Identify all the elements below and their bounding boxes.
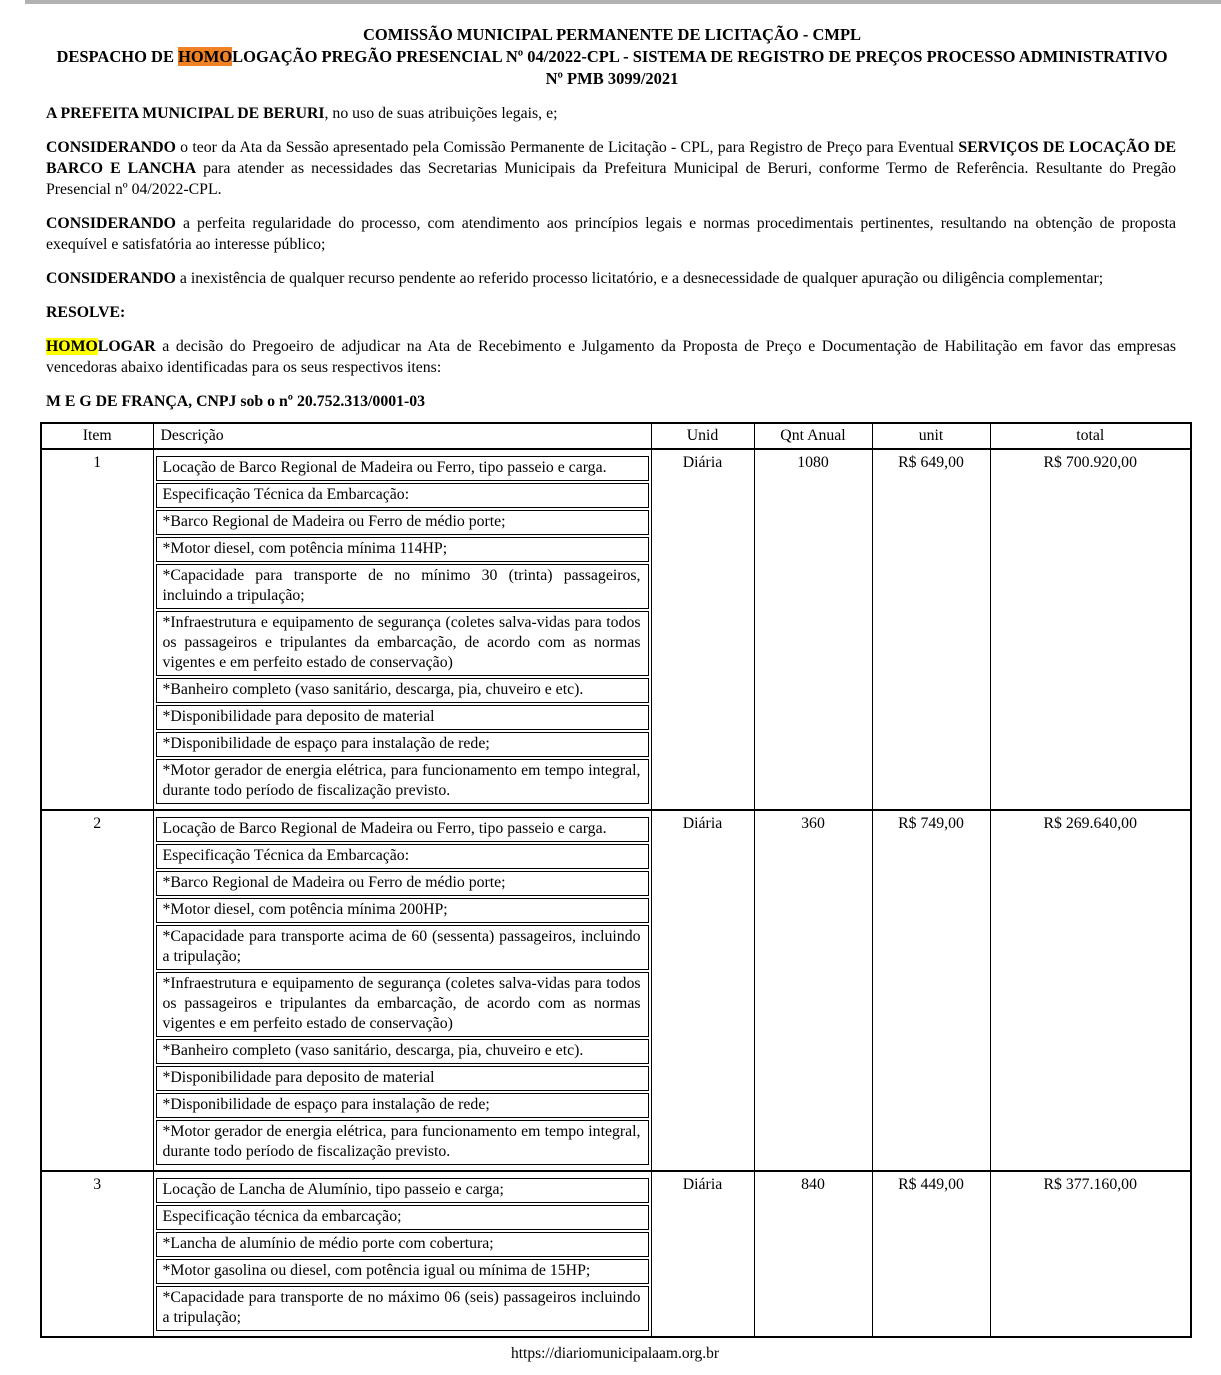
column-header: Qnt Anual: [754, 423, 872, 449]
unit-cell: Diária: [651, 1171, 754, 1337]
text-run: LOGAÇÃO PREGÃO PRESENCIAL Nº 04/2022-CPL - SISTEMA DE REGISTRO DE PREÇOS PROCESSO ADMINISTRATIVO Nº PMB 3099/2021: [232, 47, 1168, 88]
description-line: *Disponibilidade de espaço para instalação de rede;: [156, 732, 649, 757]
paragraph: [46, 336, 1176, 378]
description-cell: [153, 449, 651, 810]
document-body: [40, 103, 1190, 412]
description-line: Locação de Barco Regional de Madeira ou Ferro, tipo passeio e carga.: [156, 456, 649, 481]
table-row: [41, 1171, 1191, 1337]
column-header: Unid: [651, 423, 754, 449]
description-line: *Capacidade para transporte de no mínimo 30 (trinta) passageiros, incluindo a tripulação;: [156, 564, 649, 609]
unit-cell: Diária: [651, 810, 754, 1171]
paragraph: [46, 137, 1176, 200]
table-row: [41, 810, 1191, 1171]
items-table: [40, 422, 1192, 1338]
description-cell: [153, 1171, 651, 1337]
text-run: A PREFEITA MUNICIPAL DE BERURI: [46, 105, 325, 122]
annual-qty-cell: 360: [754, 810, 872, 1171]
column-header: Item: [41, 423, 153, 449]
description-line: *Motor diesel, com potência mínima 114HP;: [156, 537, 649, 562]
description-line: *Motor gerador de energia elétrica, para funcionamento em tempo integral, durante todo período de fiscalização previsto.: [156, 1120, 649, 1165]
unit-cell: Diária: [651, 449, 754, 810]
description-line: *Motor gasolina ou diesel, com potência igual ou mínima de 15HP;: [156, 1259, 649, 1284]
description-line: *Capacidade para transporte acima de 60 (sessenta) passageiros, incluindo a tripulação;: [156, 925, 649, 970]
paragraph: [46, 302, 1176, 323]
description-line: *Disponibilidade para deposito de material: [156, 705, 649, 730]
column-header: Descrição: [153, 423, 651, 449]
description-line: *Banheiro completo (vaso sanitário, descarga, pia, chuveiro e etc).: [156, 678, 649, 703]
text-run: SERVIÇOS DE LOCAÇÃO DE BARCO E LANCHA: [46, 139, 1176, 177]
description-line: Especificação técnica da embarcação;: [156, 1205, 649, 1230]
description-line: *Barco Regional de Madeira ou Ferro de médio porte;: [156, 510, 649, 535]
text-run: M E G DE FRANÇA, CNPJ sob o nº 20.752.313/0001-03: [46, 393, 426, 410]
text-run: DESPACHO DE: [56, 47, 179, 66]
description-line: *Infraestrutura e equipamento de segurança (coletes salva-vidas para todos os passageiros e tripulantes da embarcação, de acordo com as normas vigentes e em perfeito estado de conservação): [156, 972, 649, 1037]
text-run: CONSIDERANDO: [46, 215, 176, 232]
paragraph: [46, 268, 1176, 289]
unit-price-cell: R$ 749,00: [872, 810, 990, 1171]
text-run: a inexistência de qualquer recurso pendente ao referido processo licitatório, e a desnecessidade de qualquer apuração ou diligência complementar;: [175, 270, 1104, 287]
document-title-line: [46, 46, 1178, 90]
column-header: total: [990, 423, 1191, 449]
unit-price-cell: R$ 449,00: [872, 1171, 990, 1337]
text-run: RESOLVE:: [46, 304, 126, 321]
description-line: *Infraestrutura e equipamento de segurança (coletes salva-vidas para todos os passageiros e tripulantes da embarcação, de acordo com as normas vigentes e em perfeito estado de conservação): [156, 611, 649, 676]
description-line: *Barco Regional de Madeira ou Ferro de médio porte;: [156, 871, 649, 896]
description-line: Especificação Técnica da Embarcação:: [156, 844, 649, 869]
paragraph: [46, 103, 1176, 124]
item-number-cell: 1: [41, 449, 153, 810]
description-line: *Capacidade para transporte de no máximo 06 (seis) passageiros incluindo a tripulação;: [156, 1286, 649, 1331]
description-cell: [153, 810, 651, 1171]
item-number-cell: 3: [41, 1171, 153, 1337]
column-header: unit: [872, 423, 990, 449]
total-price-cell: R$ 377.160,00: [990, 1171, 1191, 1337]
text-run: COMISSÃO MUNICIPAL PERMANENTE DE LICITAÇÃO - CMPL: [362, 25, 862, 44]
text-run: a decisão do Pregoeiro de adjudicar na Ata de Recebimento e Julgamento da Proposta de Preço e Documentação de Habilitação em favor das empresas vencedoras abaixo identificadas para os seus respectivos itens:: [46, 338, 1176, 376]
footer-url[interactable]: https://diariomunicipalaam.org.br: [510, 1345, 720, 1362]
description-line: *Motor gerador de energia elétrica, para funcionamento em tempo integral, durante todo período de fiscalização previsto.: [156, 759, 649, 804]
text-run: CONSIDERANDO: [46, 139, 176, 156]
highlighted-text-orange: HOMO: [178, 47, 233, 66]
paragraph: [46, 213, 1176, 255]
description-line: *Lancha de alumínio de médio porte com cobertura;: [156, 1232, 649, 1257]
text-run: , no uso de suas atribuições legais, e;: [324, 105, 558, 122]
text-run: LOGAR: [97, 338, 156, 355]
item-number-cell: 2: [41, 810, 153, 1171]
unit-price-cell: R$ 649,00: [872, 449, 990, 810]
text-run: o teor da Ata da Sessão apresentado pela Comissão Permanente de Licitação - CPL, para Registro de Preço para Eventual: [175, 139, 959, 156]
description-line: Especificação Técnica da Embarcação:: [156, 483, 649, 508]
description-line: *Banheiro completo (vaso sanitário, descarga, pia, chuveiro e etc).: [156, 1039, 649, 1064]
text-run: CONSIDERANDO: [46, 270, 176, 287]
description-line: *Disponibilidade para deposito de material: [156, 1066, 649, 1091]
table-header-row: [41, 423, 1191, 449]
text-run: a perfeita regularidade do processo, com atendimento aos princípios legais e normas procedimentais pertinentes, resultando na obtenção de proposta exequível e satisfatória ao interesse público;: [46, 215, 1176, 253]
annual-qty-cell: 1080: [754, 449, 872, 810]
highlighted-text-yellow: HOMO: [46, 338, 98, 355]
page-top-divider: [25, 0, 1221, 4]
text-run: para atender as necessidades das Secretarias Municipais da Prefeitura Municipal de Beruri, conforme Termo de Referência. Resultante do Pregão Presencial nº 04/2022-CPL.: [46, 160, 1176, 198]
description-line: Locação de Barco Regional de Madeira ou Ferro, tipo passeio e carga.: [156, 817, 649, 842]
footer: [40, 1345, 1190, 1363]
annual-qty-cell: 840: [754, 1171, 872, 1337]
description-line: *Motor diesel, com potência mínima 200HP;: [156, 898, 649, 923]
table-row: [41, 449, 1191, 810]
document-title-line: [46, 24, 1178, 46]
total-price-cell: R$ 700.920,00: [990, 449, 1191, 810]
total-price-cell: R$ 269.640,00: [990, 810, 1191, 1171]
description-line: Locação de Lancha de Alumínio, tipo passeio e carga;: [156, 1178, 649, 1203]
description-line: *Disponibilidade de espaço para instalação de rede;: [156, 1093, 649, 1118]
paragraph: [46, 391, 1176, 412]
document-title: [46, 24, 1178, 90]
